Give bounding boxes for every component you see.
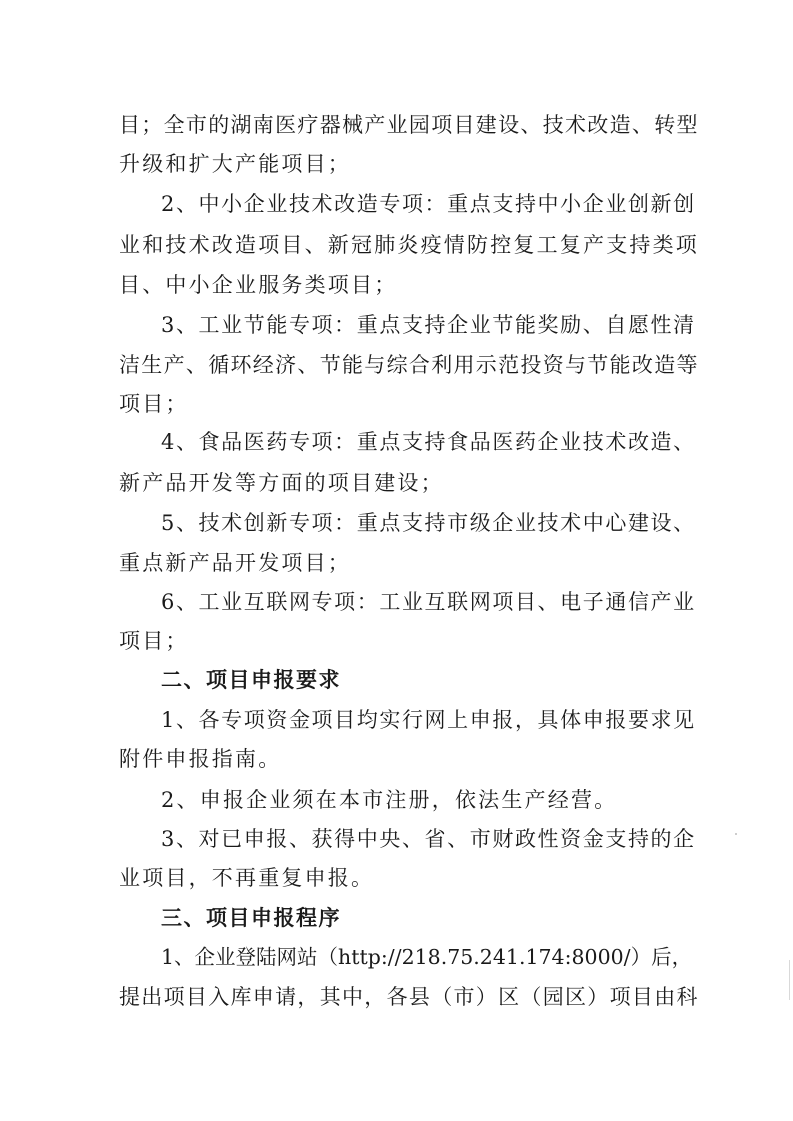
paragraph-first-line: 2、申报企业须在本市注册，依法生产经营。 bbox=[161, 788, 618, 812]
paragraph-first-line: 3、对已申报、获得中央、省、市财政性资金支持的企 bbox=[161, 827, 696, 851]
text-line: 洁生产、循环经济、节能与综合利用示范投资与节能改造等 bbox=[119, 353, 699, 377]
text-line: 业和技术改造项目、新冠肺炎疫情防控复工复产支持类项 bbox=[119, 233, 699, 257]
text-line: 目、中小企业服务类项目； bbox=[119, 273, 398, 297]
text-line: 项目； bbox=[119, 392, 189, 416]
paragraph-first-line: 2、中小企业技术改造专项：重点支持中小企业创新创 bbox=[161, 192, 696, 216]
text-line: 目；全市的湖南医疗器械产业园项目建设、技术改造、转型 bbox=[119, 113, 699, 137]
section-heading: 三、项目申报程序 bbox=[161, 906, 341, 930]
text-line: 附件申报指南。 bbox=[119, 747, 282, 771]
paragraph-first-line: 4、食品医药专项：重点支持食品医药企业技术改造、 bbox=[161, 430, 696, 454]
text-line: 提出项目入库申请，其中，各县（市）区（园区）项目由科 bbox=[119, 985, 699, 1009]
text-line: 业项目，不再重复申报。 bbox=[119, 866, 375, 890]
text-line: 重点新产品开发项目； bbox=[119, 551, 351, 575]
scan-edge-mark bbox=[789, 960, 790, 1000]
text-line: 升级和扩大产能项目； bbox=[119, 152, 351, 176]
paragraph-first-line: 3、工业节能专项：重点支持企业节能奖励、自愿性清 bbox=[161, 313, 696, 337]
text-line: 项目； bbox=[119, 629, 189, 653]
paragraph-first-line: 1、企业登陆网站（http://218.75.241.174:8000/）后， bbox=[161, 945, 693, 969]
text-line: 新产品开发等方面的项目建设； bbox=[119, 471, 444, 495]
paragraph-first-line: 6、工业互联网专项：工业互联网项目、电子通信产业 bbox=[161, 590, 696, 614]
scan-speck bbox=[735, 833, 737, 835]
paragraph-first-line: 1、各专项资金项目均实行网上申报，具体申报要求见 bbox=[161, 708, 696, 732]
section-heading: 二、项目申报要求 bbox=[161, 668, 341, 692]
paragraph-first-line: 5、技术创新专项：重点支持市级企业技术中心建设、 bbox=[161, 511, 696, 535]
